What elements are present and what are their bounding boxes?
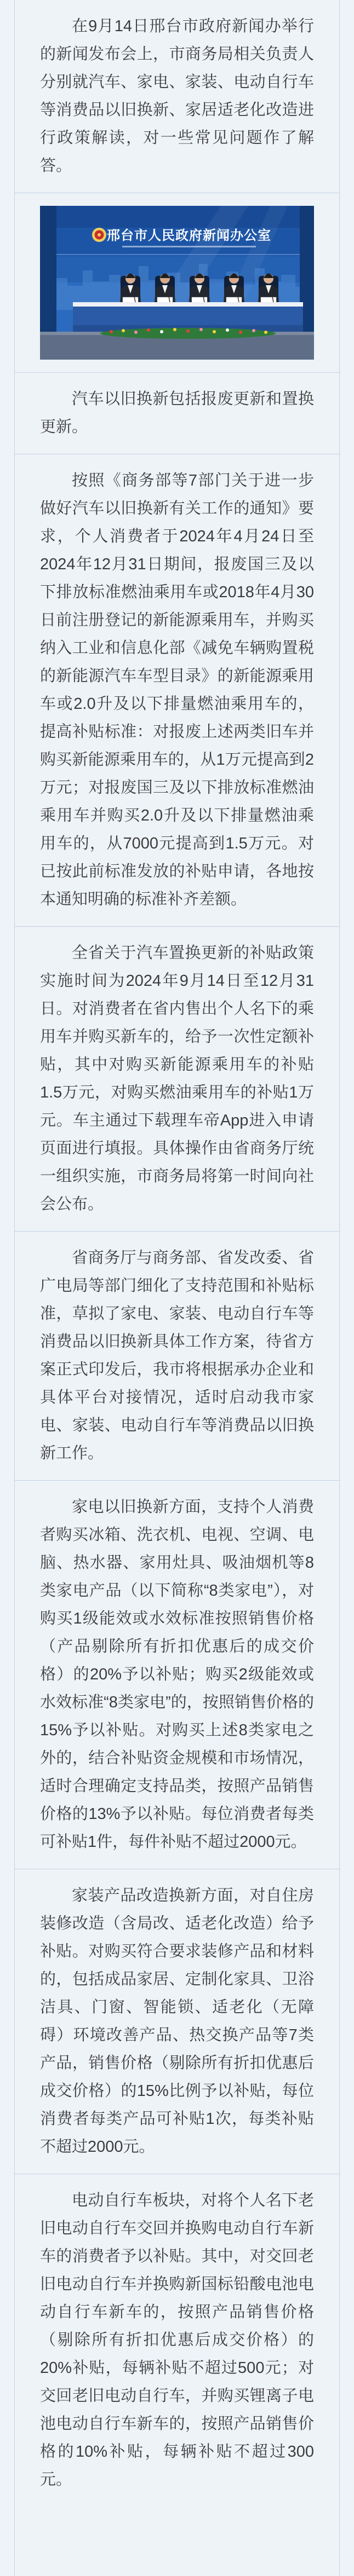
intro-block — [15, 0, 339, 193]
flower-arrangement — [100, 328, 276, 339]
car-scrappage-subsidy-paragraph: 按照《商务部等7部门关于进一步做好汽车以旧换新有关工作的通知》要求，个人消费者于2024年4月24日至2024年12月31日期间，报废国三及以下排放标准燃油乘用车或2018年4月30日前注册登记的新能源乘用车，并购买纳入工业和信息化部《减免车辆购置税的新能源汽车车型目录》的新能源乘用车或2.0升及以下排量燃油乘用车的，提高补贴标准：对报废上述两类旧车并购买新能源乘用车的，从1万元提高到2万元；对报废国三及以下排放标准燃油乘用车并购买2.0升及以下排量燃油乘用车的，从7000元提高到1.5万元。对已按此前标准发放的补贴申请，各地按本通知明确的标准补齐差额。 — [40, 472, 314, 908]
press-conference-scene — [40, 206, 314, 360]
flower — [173, 328, 176, 331]
press-conference-photo[interactable] — [40, 206, 314, 360]
e-bike-subsidy-block — [15, 2174, 339, 2506]
photo-block — [15, 193, 339, 373]
home-appliance-subsidy-paragraph: 家电以旧换新方面，支持个人消费者购买冰箱、洗衣机、电视、空调、电脑、热水器、家用灶具、吸油烟机等8类家电产品（以下简称“8类家电”），对购买1级能效或水效标准按照销售价格（产品剔除所有折扣优惠后的成交价格）的20%予以补贴；购买2级能效或水效标准“8类家电”的，按照销售价格的15%予以补贴。对购买上述8类家电之外的，结合补贴资金规模和市场情况，适时合理确定支持品类，按照产品销售价格的13%予以补贴。每位消费者每类可补贴1件，每件补贴不超过2000元。 — [40, 1498, 314, 1851]
room-left-edge — [40, 206, 56, 333]
e-bike-subsidy-paragraph: 电动自行车板块，对将个人名下老旧电动自行车交回并换购电动自行车新车的消费者予以补贴。其中，对交回老旧电动自行车并换购新国标铅酸电池电动自行车新车的，按照产品销售价格（剔除所有折扣优惠后成交价格）的20%补贴，每辆补贴不超过500元；对交回老旧电动自行车，并购买锂离子电池电动自行车新车的，按照产品销售价格的10%补贴，每辆补贴不超过300元。 — [40, 2192, 314, 2488]
provincial-plan-block — [15, 1232, 339, 1481]
flower — [252, 329, 255, 332]
backdrop-title: 邢台市人民政府新闻办公室 — [107, 228, 271, 243]
intro-paragraph: 在9月14日邢台市政府新闻办举行的新闻发布会上，市商务局相关负责人分别就汽车、家电、家装、电动自行车等消费品以旧换新、家居适老化改造进行政策解读，对一些常见问题作了解答。 — [40, 18, 314, 175]
flower — [186, 330, 190, 333]
backdrop-subtitle-line — [122, 246, 256, 247]
flower — [122, 329, 125, 332]
provincial-plan-paragraph: 省商务厅与商务部、省发改委、省广电局等部门细化了支持范围和补贴标准，草拟了家电、家装、电动自行车等消费品以旧换新具体工作方案，待省方案正式印发后，我市将根据承办企业和具体平台对接情况，适时启动我市家电、家装、电动自行车等消费品以旧换新工作。 — [40, 1249, 314, 1462]
flower — [110, 330, 113, 333]
home-renovation-subsidy-block — [15, 1869, 339, 2174]
conference-table — [73, 302, 303, 332]
emblem-center-dot — [98, 233, 101, 236]
nameplate — [226, 297, 242, 303]
flower — [213, 330, 216, 333]
car-scrappage-subsidy-block — [15, 454, 339, 927]
flower — [160, 330, 163, 333]
car-replacement-subsidy-block — [15, 927, 339, 1232]
flower — [147, 328, 150, 332]
flower — [134, 331, 138, 334]
car-replacement-subsidy-paragraph: 全省关于汽车置换更新的补贴政策实施时间为2024年9月14日至12月31日。对消费者在省内售出个人名下的乘用车并购买新车的，给予一次性定额补贴，其中对购买新能源乘用车的补贴1.5万元，对购买燃油乘用车的补贴1万元。车主通过下载理车帝App进入申请页面进行填报。具体操作由省商务厅统一组织实施，市商务局将第一时间向社会公布。 — [40, 944, 314, 1213]
flower — [226, 328, 229, 332]
nameplate — [123, 297, 138, 303]
car-trade-in-overview-paragraph: 汽车以旧换新包括报废更新和置换更新。 — [40, 390, 314, 436]
nameplate — [192, 297, 207, 303]
flower — [264, 331, 267, 334]
backdrop-emblem — [92, 228, 106, 242]
car-trade-in-overview-block — [15, 373, 339, 454]
article-frame — [14, 0, 340, 2576]
flower — [239, 331, 242, 334]
flower — [199, 328, 203, 331]
nameplate — [157, 297, 173, 303]
home-appliance-subsidy-block — [15, 1481, 339, 1869]
nameplate — [261, 297, 276, 303]
home-renovation-subsidy-paragraph: 家装产品改造换新方面，对自住房装修改造（含局改、适老化改造）给予补贴。对购买符合要求装修产品和材料的，包括成品家居、定制化家具、卫浴洁具、门窗、智能锁、适老化（无障碍）环境改善产品、热交换产品等7类产品，销售价格（剔除所有折扣优惠后成交价格）的15%比例予以补贴，每位消费者每类产品可补贴1次，每类补贴不超过2000元。 — [40, 1887, 314, 2156]
backdrop-accent-line — [40, 254, 314, 255]
